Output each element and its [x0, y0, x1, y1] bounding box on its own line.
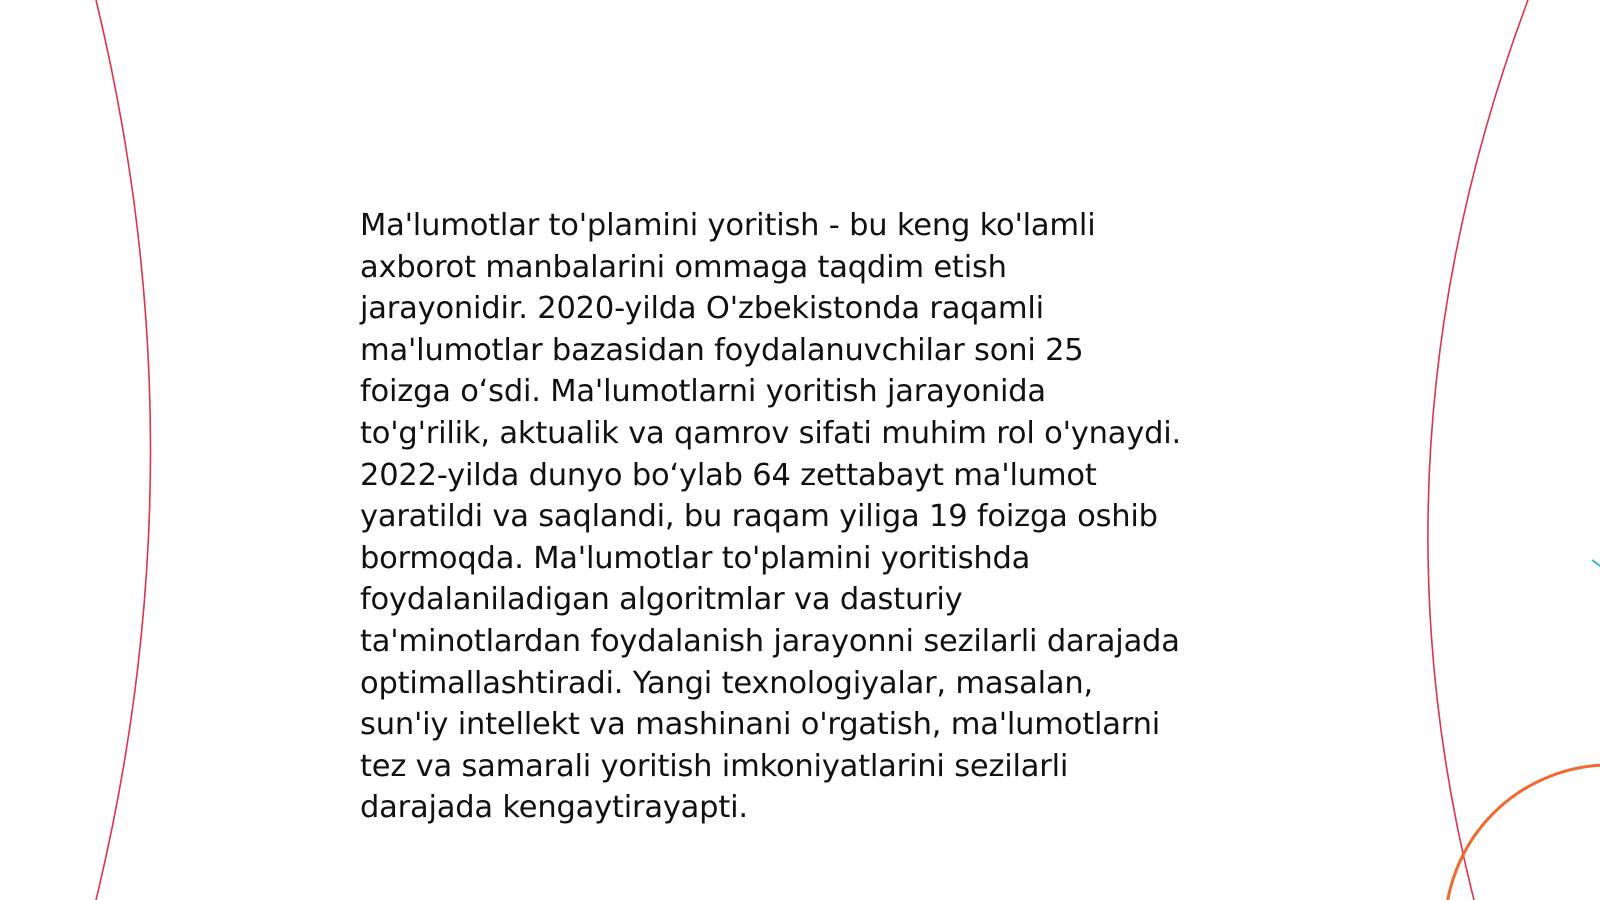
left-arc-decoration	[96, 0, 151, 900]
text-line: yaratildi va saqlandi, bu raqam yiliga 19 foizga oshib	[360, 499, 1158, 535]
text-line: darajada kengaytirayapti.	[360, 790, 748, 826]
blue-accent-decoration	[1592, 560, 1600, 566]
text-line: optimallashtiradi. Yangi texnologiyalar, masalan,	[360, 665, 1093, 701]
text-line: foizga o‘sdi. Ma'lumotlarni yoritish jarayonida	[360, 374, 1046, 410]
text-line: jarayonidir. 2020-yilda O'zbekistonda raqamli	[360, 291, 1044, 327]
text-line: tez va samarali yoritish imkoniyatlarini sezilarli	[360, 748, 1069, 784]
text-line: 2022-yilda dunyo bo‘ylab 64 zettabayt ma'lumot	[360, 457, 1097, 493]
text-line: foydalaniladigan algoritmlar va dasturiy	[360, 582, 963, 618]
text-line: ma'lumotlar bazasidan foydalanuvchilar soni 25	[360, 332, 1084, 368]
text-line: bormoqda. Ma'lumotlar to'plamini yoritishda	[360, 540, 1031, 576]
text-line: sun'iy intellekt va mashinani o'rgatish, ma'lumotlarni	[360, 707, 1160, 743]
text-line: axborot manbalarini ommaga taqdim etish	[360, 249, 1007, 285]
text-line: to'g'rilik, aktualik va qamrov sifati muhim rol o'ynaydi.	[360, 415, 1182, 451]
text-line: ta'minotlardan foydalanish jarayonni sezilarli darajada	[360, 623, 1180, 659]
right-arc-decoration	[1428, 0, 1528, 900]
slide-body-text	[360, 205, 1260, 829]
text-line: Ma'lumotlar to'plamini yoritish - bu keng ko'lamli	[360, 208, 1096, 243]
